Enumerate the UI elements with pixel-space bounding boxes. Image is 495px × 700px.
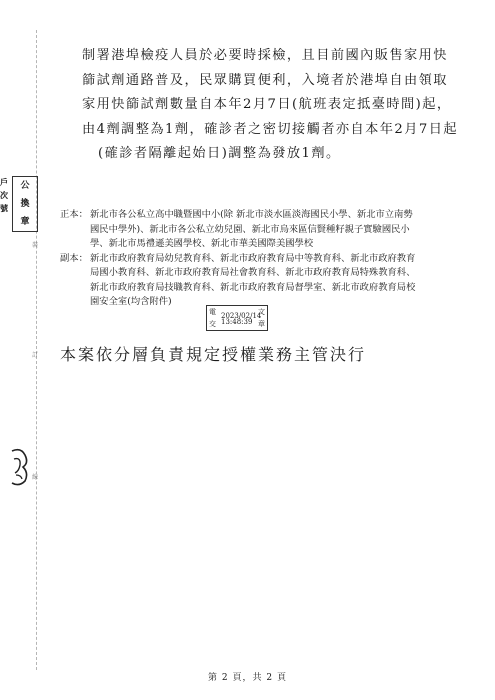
body-line: 家用快篩試劑數量自本年2月7日(航班表定抵臺時間)起，: [82, 97, 452, 112]
distribution-block: [60, 208, 460, 310]
body-line: 篩試劑通路普及，民眾購買便利，入境者於港埠自由領取: [82, 72, 448, 88]
electronic-exchange-stamp: 電 文 交 章 2023/02/14 13:48:39: [206, 305, 268, 331]
copy-recipient-line: 新北市政府教育局技職教育科、新北市政府教育局督學室、新北市政府教育局校: [90, 281, 416, 293]
binding-mark: 線: [32, 474, 39, 481]
signature-seal-icon: [7, 447, 31, 487]
body-line: (確診者隔離起始日)調整為發放1劑。: [98, 146, 341, 161]
copy-recipients: [60, 252, 460, 310]
stamp-number: 13:48:39: [221, 318, 253, 326]
body-paragraph: [82, 44, 459, 167]
primary-recipient-line: 新北市各公私立高中職暨國中小(除 新北市淡水區淡海國民小學、新北市立南勢: [90, 209, 413, 220]
side-stamp-column: 戶 次 號: [0, 177, 8, 213]
binding-line: [36, 30, 37, 670]
primary-label: 正本：: [60, 209, 88, 220]
body-line: 制署港埠檢疫人員於必要時採檢，且目前國內販售家用快: [82, 48, 448, 63]
side-stamp: 公 換 章: [12, 176, 38, 232]
primary-recipient-line: 學、新北市馬禮遜美國學校、新北市華美國際美國學校: [90, 238, 314, 249]
copy-recipient-line: 園安全室(均含附件): [90, 296, 172, 307]
authorization-statement: 本案依分層負責規定授權業務主管決行: [60, 345, 367, 364]
body-line: 由4劑調整為1劑，確診者之密切接觸者亦自本年2月7日起: [82, 121, 459, 137]
copy-recipient-line: 局國小教育科、新北市政府教育局社會教育科、新北市政府教育局特殊教育科、: [90, 267, 416, 278]
primary-recipient-line: 國民中學外)、新北市各公私立幼兒園、新北市烏來區信賢種籽親子實驗國民小: [90, 223, 410, 235]
binding-mark: 訂: [32, 352, 39, 359]
stamp-date: 2023/02/14: [221, 312, 262, 320]
copy-recipient-line: 新北市政府教育局幼兒教育科、新北市政府教育局中等教育科、新北市政府教育: [90, 252, 416, 264]
primary-recipients: [60, 208, 460, 252]
copy-label: 副本：: [60, 252, 88, 264]
binding-mark: 裝: [32, 242, 39, 249]
page-number: 第 2 頁，共 2 頁: [208, 673, 287, 683]
